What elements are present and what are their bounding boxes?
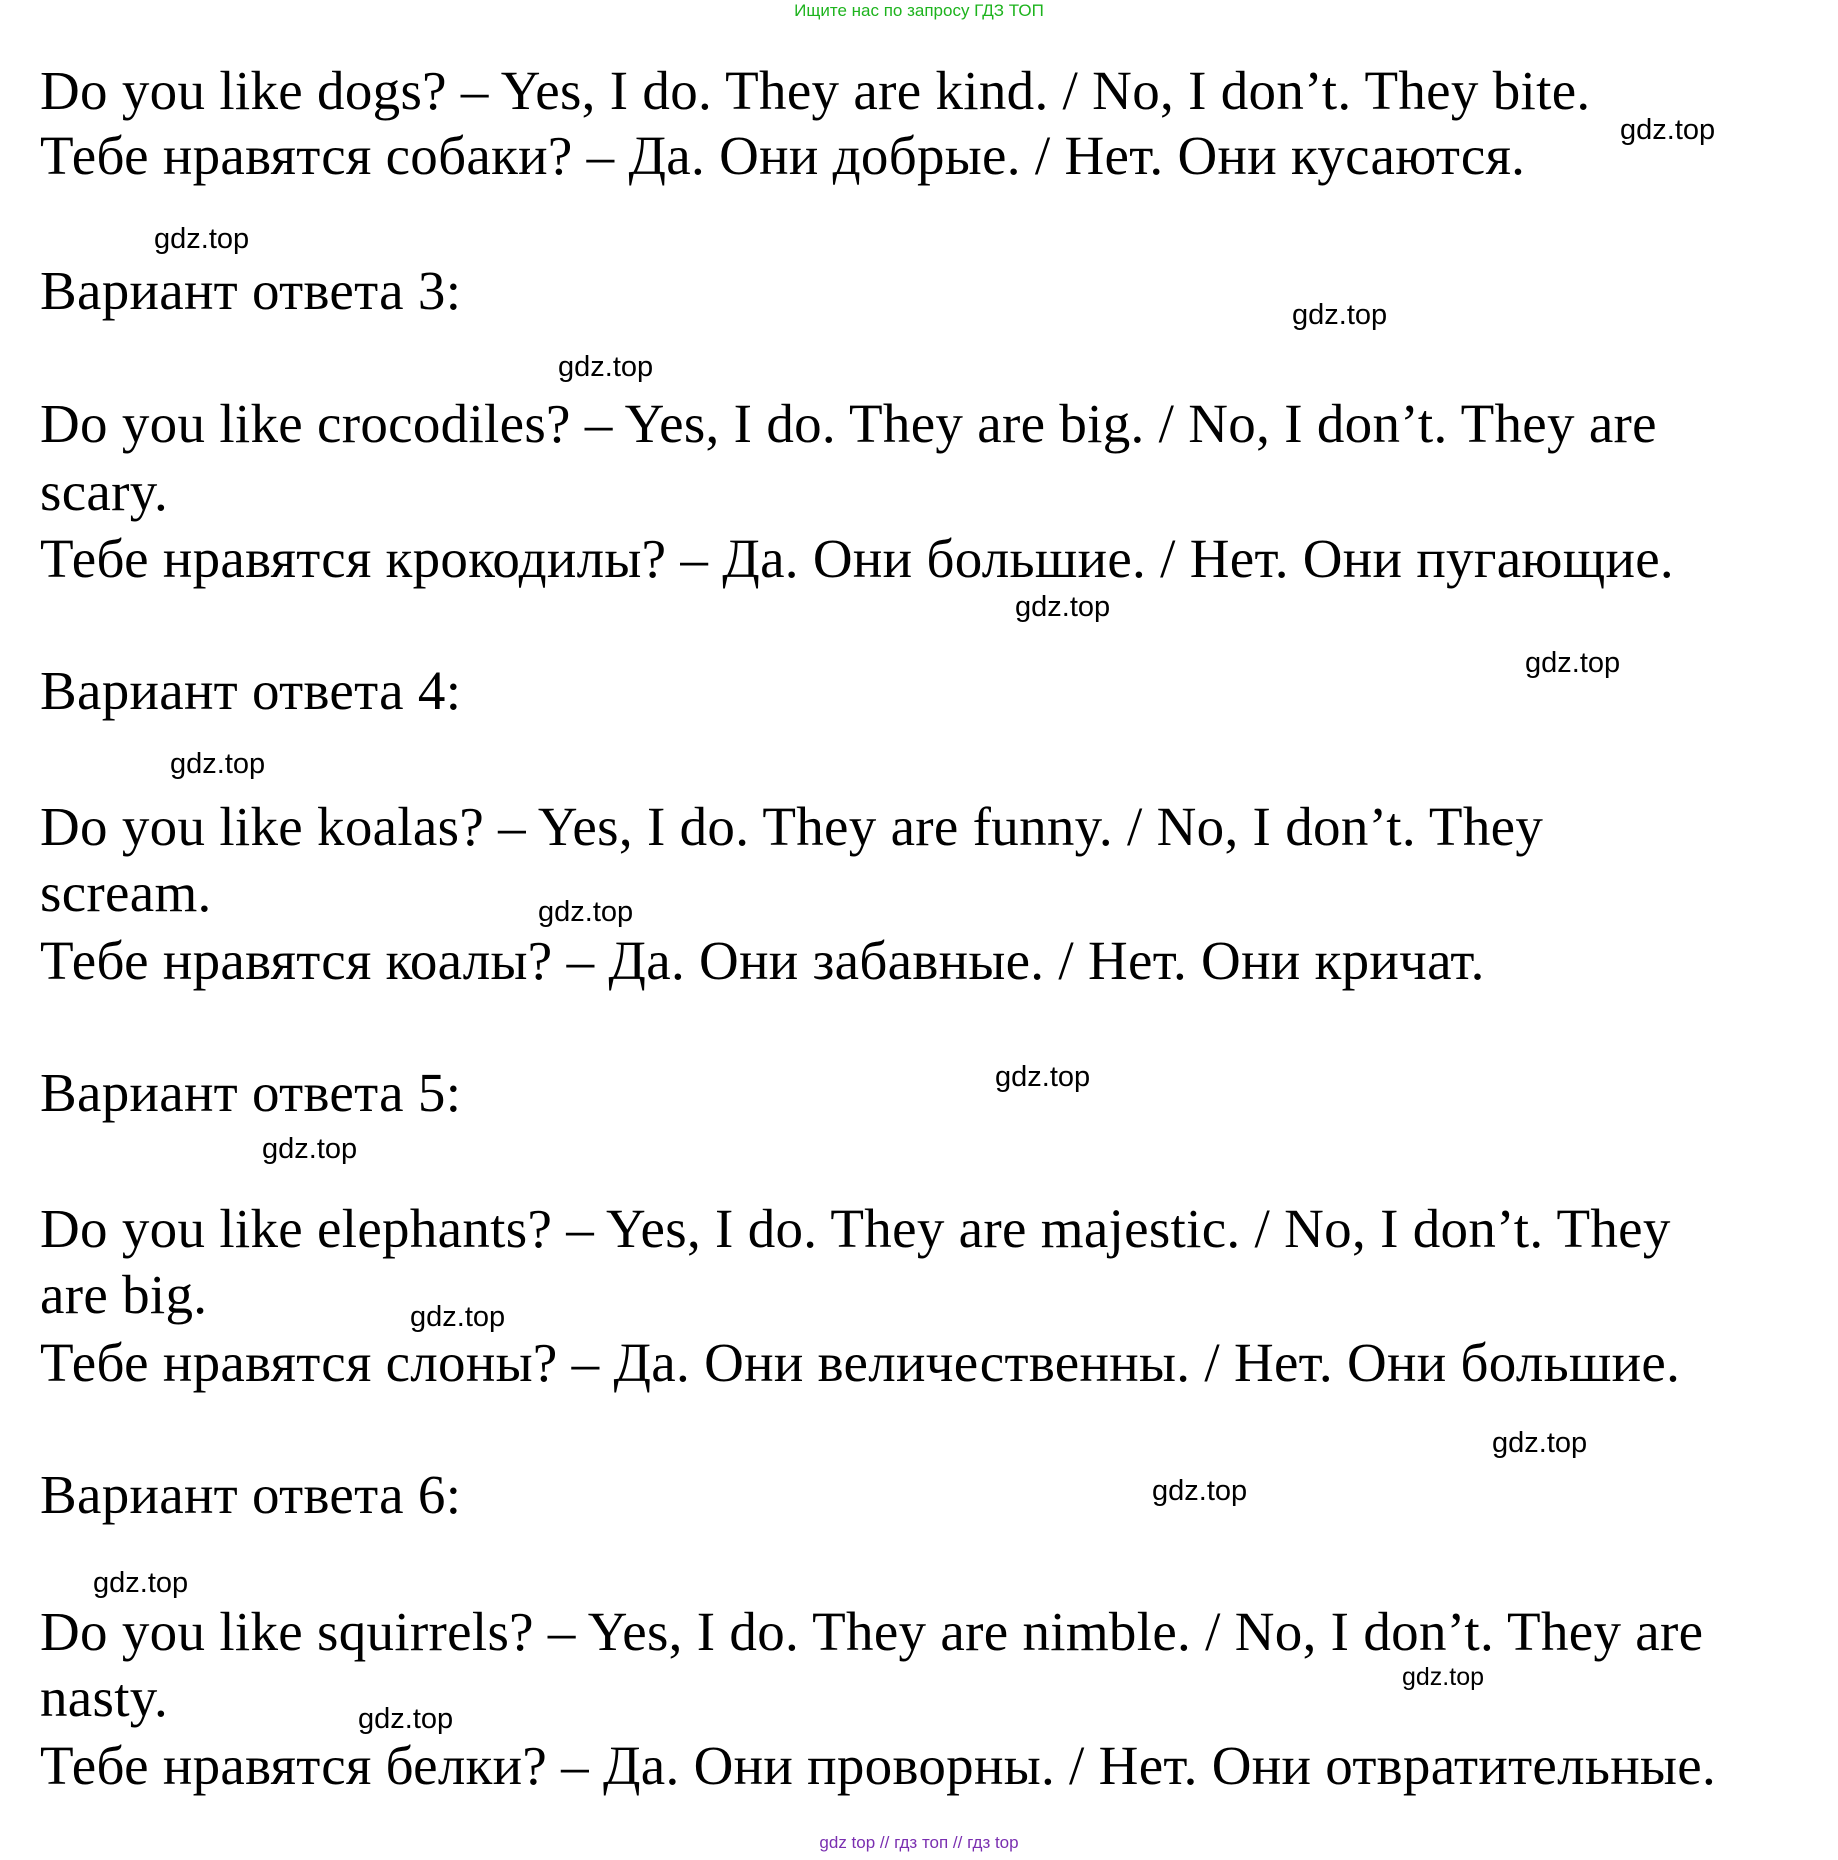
watermark: gdz.top bbox=[1402, 1663, 1485, 1691]
watermark: gdz.top bbox=[1015, 591, 1111, 623]
variant-heading: Вариант ответа 3: bbox=[40, 260, 462, 321]
footer-watermark: gdz top // гдз топ // гдз top bbox=[819, 1833, 1019, 1852]
watermark: gdz.top bbox=[1152, 1475, 1248, 1507]
watermark: gdz.top bbox=[1525, 647, 1621, 679]
answer-line: Do you like crocodiles? – Yes, I do. They are big. / No, I don’t. They are bbox=[40, 393, 1657, 454]
answer-line: Do you like elephants? – Yes, I do. They are majestic. / No, I don’t. They bbox=[40, 1198, 1671, 1259]
watermark: gdz.top bbox=[93, 1567, 189, 1599]
answer-line: Тебе нравятся крокодилы? – Да. Они большие. / Нет. Они пугающие. bbox=[40, 528, 1674, 589]
answer-line: Тебе нравятся слоны? – Да. Они величественны. / Нет. Они большие. bbox=[40, 1332, 1681, 1393]
watermark: gdz.top bbox=[262, 1133, 358, 1165]
watermark: gdz.top bbox=[170, 748, 266, 780]
watermark: gdz.top bbox=[558, 351, 654, 383]
variant-heading: Вариант ответа 4: bbox=[40, 660, 462, 721]
answer-line: are big. bbox=[40, 1264, 208, 1325]
watermark: gdz.top bbox=[154, 223, 250, 255]
answer-line: Do you like dogs? – Yes, I do. They are kind. / No, I don’t. They bite. bbox=[40, 60, 1591, 121]
watermark: gdz.top bbox=[410, 1301, 506, 1333]
answer-line: Тебе нравятся собаки? – Да. Они добрые. / Нет. Они кусаются. bbox=[40, 125, 1526, 186]
answer-line: scream. bbox=[40, 862, 212, 923]
answer-line: Тебе нравятся коалы? – Да. Они забавные. / Нет. Они кричат. bbox=[40, 930, 1485, 991]
answer-line: Do you like koalas? – Yes, I do. They are funny. / No, I don’t. They bbox=[40, 796, 1544, 857]
answer-line: Тебе нравятся белки? – Да. Они проворны. / Нет. Они отвратительные. bbox=[40, 1735, 1717, 1796]
answer-line: nasty. bbox=[40, 1667, 169, 1728]
top-banner: Ищите нас по запросу ГДЗ ТОП bbox=[794, 1, 1044, 20]
answer-line: Do you like squirrels? – Yes, I do. They are nimble. / No, I don’t. They are bbox=[40, 1601, 1704, 1662]
watermark: gdz.top bbox=[538, 896, 634, 928]
variant-heading: Вариант ответа 6: bbox=[40, 1464, 462, 1525]
watermark: gdz.top bbox=[358, 1703, 454, 1735]
watermark: gdz.top bbox=[1620, 114, 1716, 146]
variant-heading: Вариант ответа 5: bbox=[40, 1062, 462, 1123]
watermark: gdz.top bbox=[1492, 1427, 1588, 1459]
watermark: gdz.top bbox=[995, 1061, 1091, 1093]
watermark: gdz.top bbox=[1292, 299, 1388, 331]
answer-line: scary. bbox=[40, 461, 169, 522]
